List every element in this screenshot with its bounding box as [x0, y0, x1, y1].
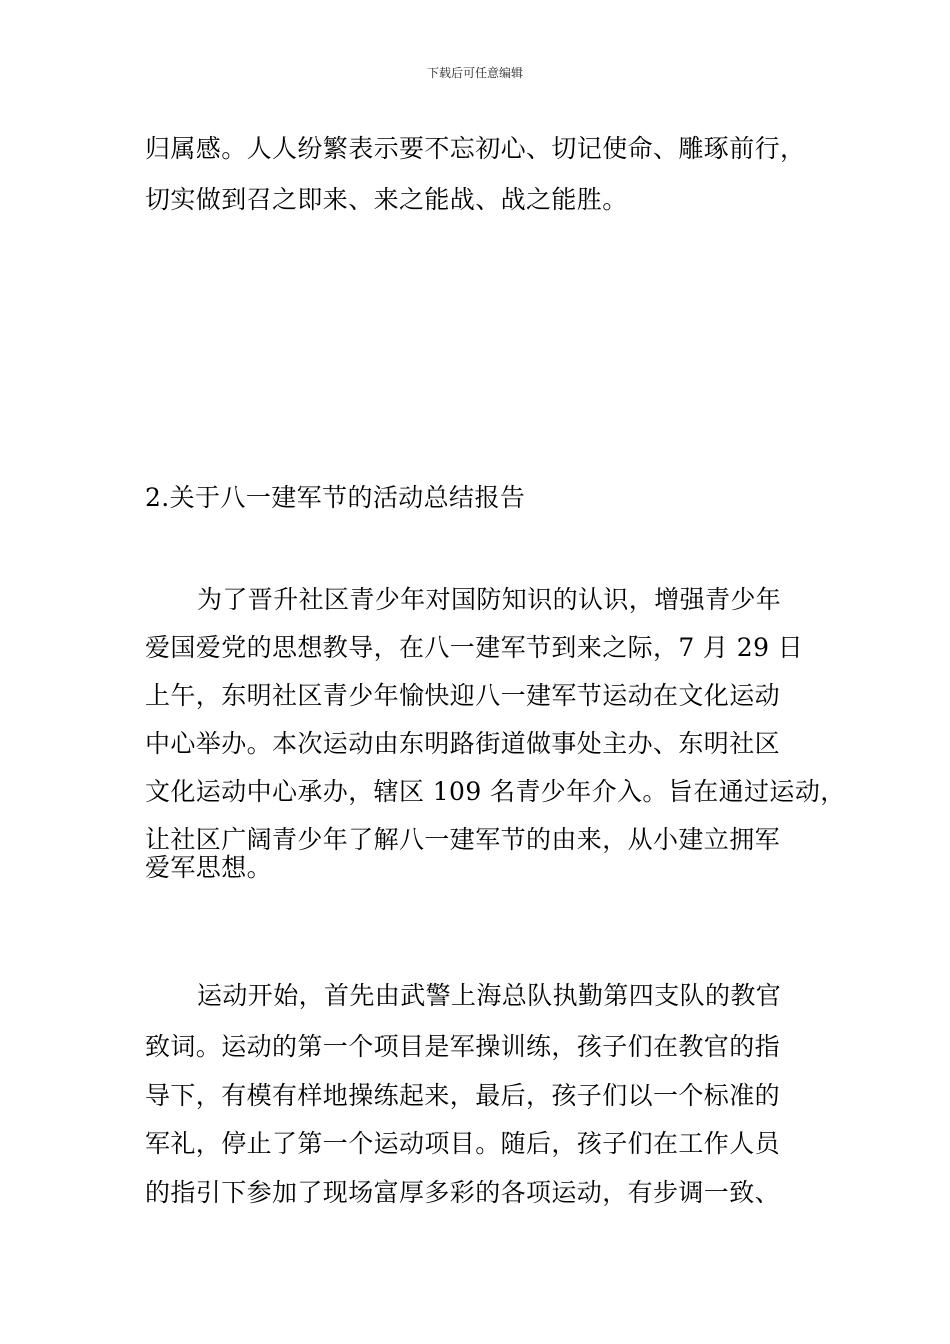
text-line: 爱国爱党的思想教导，在八一建军节到来之际，7 月 29 日: [145, 633, 804, 662]
text-line: 让社区广阔青少年了解八一建军节的由来，从小建立拥军: [145, 825, 781, 854]
text-line: 致词。运动的第一个项目是军操训练，孩子们在教官的指: [145, 1032, 781, 1061]
text-line: 导下，有模有样地操练起来，最后，孩子们以一个标准的: [145, 1081, 781, 1110]
text-line: 文化运动中心承办，辖区 109 名青少年介入。旨在通过运动，: [145, 777, 846, 806]
text-line: 切实做到召之即来、来之能战、战之能胜。: [145, 185, 628, 214]
text-line: 运动开始，首先由武警上海总队执勤第四支队的教官: [197, 981, 782, 1010]
text-line: 归属感。人人纷繁表示要不忘初心、切记使命、雕琢前行，: [145, 134, 806, 163]
text-line: 爱军思想。: [145, 853, 273, 882]
text-line: 军礼，停止了第一个运动项目。随后，孩子们在工作人员: [145, 1129, 781, 1158]
header-note: 下载后可任意编辑: [426, 66, 523, 80]
text-line: 为了晋升社区青少年对国防知识的认识，增强青少年: [197, 585, 782, 614]
text-line: 上午，东明社区青少年愉快迎八一建军节运动在文化运动: [145, 681, 781, 710]
section-heading: 2.关于八一建军节的活动总结报告: [145, 483, 526, 512]
text-line: 中心举办。本次运动由东明路街道做事处主办、东明社区: [145, 729, 781, 758]
text-line: 的指引下参加了现场富厚多彩的各项运动，有步调一致、: [145, 1178, 781, 1207]
